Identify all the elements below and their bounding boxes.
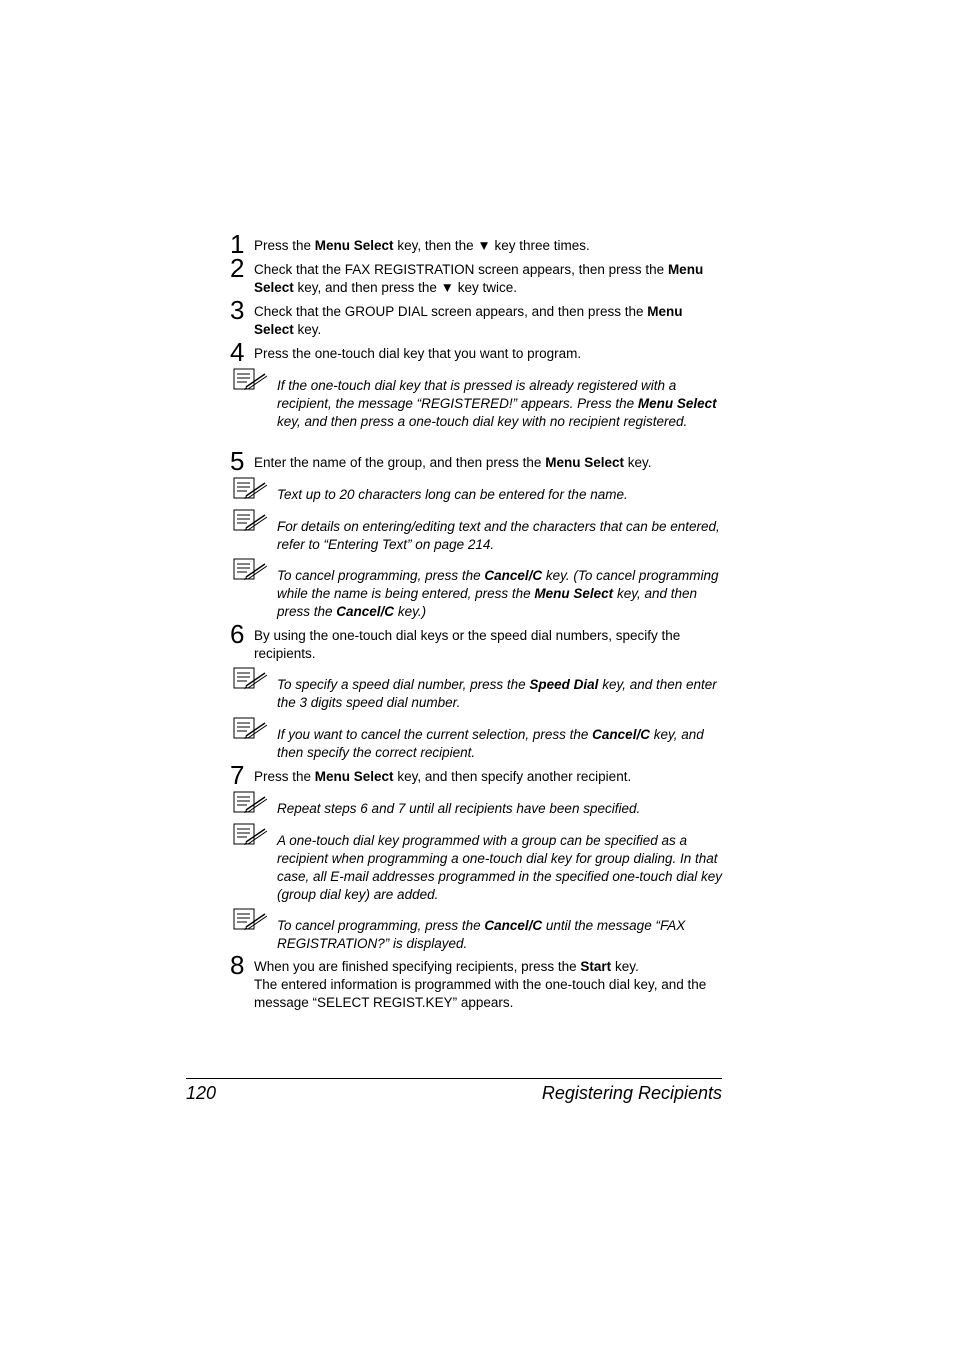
note-text — [277, 518, 727, 554]
step-text — [254, 768, 724, 786]
text-run: By using the one-touch dial keys or the speed dial numbers, specify the recipients. — [254, 628, 681, 661]
step-text — [254, 303, 724, 339]
text-run: For details on entering/editing text and the characters that can be entered, refer to “Entering Text” on page 214. — [277, 519, 720, 552]
text-run: key. — [293, 322, 322, 337]
text-run: To cancel programming, press the — [277, 918, 485, 933]
step-text — [254, 345, 724, 363]
step-number: 5 — [230, 446, 245, 476]
key-name: Cancel/C — [484, 918, 543, 933]
note-text — [277, 800, 727, 818]
note-text — [277, 486, 727, 504]
step-text — [254, 454, 724, 472]
note-pencil-icon — [233, 717, 269, 741]
note-text — [277, 832, 727, 904]
text-run: key.) — [394, 604, 427, 619]
key-name: Menu Select — [637, 396, 717, 411]
text-run: key, and then press the ▼ key twice. — [293, 280, 517, 295]
text-run: To specify a speed dial number, press the — [277, 677, 530, 692]
step-number: 1 — [230, 229, 245, 259]
section-title: Registering Recipients — [541, 1083, 722, 1103]
note-pencil-icon — [233, 509, 269, 533]
step-number: 3 — [230, 295, 245, 325]
note-pencil-icon — [233, 823, 269, 847]
text-run: When you are finished specifying recipients, press the — [254, 959, 581, 974]
text-run: key, then the ▼ key three times. — [393, 238, 590, 253]
note-pencil-icon — [233, 558, 269, 582]
key-name: Start — [580, 959, 612, 974]
text-run: key. — [623, 455, 652, 470]
step-text — [254, 237, 724, 255]
note-text — [277, 676, 727, 712]
text-run: Check that the FAX REGISTRATION screen appears, then press the — [254, 262, 668, 277]
text-run: If the one-touch dial key that is pressed is already registered with a recipient, the message “REGISTERED!” appears. Press the — [277, 378, 677, 411]
text-run: until the message “FAX REGISTRATION?” is displayed. — [277, 918, 686, 951]
key-name: Speed Dial — [529, 677, 599, 692]
key-name: Menu Select — [254, 262, 704, 295]
text-run: Press the — [254, 769, 315, 784]
key-name: Cancel/C — [592, 727, 650, 742]
key-name: Menu Select — [254, 304, 683, 337]
text-run: Press the — [254, 238, 315, 253]
text-run: key, and then press a one-touch dial key with no recipient registered. — [277, 414, 688, 429]
step-number: 7 — [230, 760, 245, 790]
note-text — [277, 726, 727, 762]
text-run: Enter the name of the group, and then press the — [254, 455, 546, 470]
note-pencil-icon — [233, 368, 269, 392]
key-name: Menu Select — [545, 455, 624, 470]
text-run: key, and then specify another recipient. — [393, 769, 632, 784]
page-number: 120 — [186, 1083, 217, 1103]
step-number: 8 — [230, 950, 245, 980]
step-text — [254, 261, 724, 297]
step-result-text: The entered information is programmed with the one-touch dial key, and the message “SELECT REGIST.KEY” appears. — [254, 977, 707, 1010]
text-run: Text up to 20 characters long can be entered for the name. — [277, 487, 628, 502]
text-run: key, and then enter the 3 digits speed dial number. — [277, 677, 717, 710]
text-run: key. — [611, 959, 639, 974]
key-name: Menu Select — [534, 586, 614, 601]
text-run: To cancel programming, press the — [277, 568, 485, 583]
text-run: key, and then specify the correct recipient. — [277, 727, 704, 760]
key-name: Cancel/C — [336, 604, 395, 619]
step-text — [254, 627, 724, 663]
footer-divider — [186, 1078, 722, 1079]
note-pencil-icon — [233, 667, 269, 691]
text-run: Press the one-touch dial key that you want to program. — [254, 346, 582, 361]
text-run: Check that the GROUP DIAL screen appears, and then press the — [254, 304, 648, 319]
text-run: key, and then press the — [277, 586, 697, 619]
step-number: 2 — [230, 253, 245, 283]
text-run: If you want to cancel the current selection, press the — [277, 727, 593, 742]
note-pencil-icon — [233, 908, 269, 932]
step-text — [254, 958, 724, 1012]
text-run: key. (To cancel programming while the name is being entered, press the — [277, 568, 719, 601]
note-text — [277, 917, 727, 953]
key-name: Cancel/C — [484, 568, 543, 583]
note-text — [277, 567, 727, 621]
key-name: Menu Select — [314, 238, 394, 253]
key-name: Menu Select — [314, 769, 394, 784]
note-pencil-icon — [233, 791, 269, 815]
text-run: A one-touch dial key programmed with a group can be specified as a recipient when programming a one-touch dial key for group dialing. In that case, all E-mail addresses programmed in the specified one-touch dial key (group dial key) are added. — [277, 833, 722, 902]
note-pencil-icon — [233, 477, 269, 501]
note-text — [277, 377, 727, 431]
step-number: 4 — [230, 337, 245, 367]
text-run: Repeat steps 6 and 7 until all recipients have been specified. — [277, 801, 641, 816]
step-number: 6 — [230, 619, 245, 649]
